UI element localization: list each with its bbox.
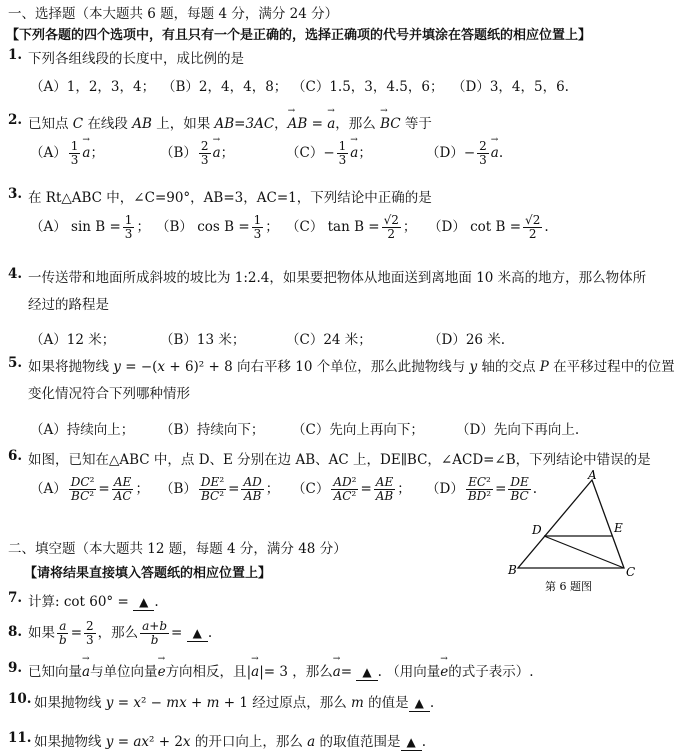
q3-option-d: （D） cot B = $\frac{√2}{2}$ . [428,213,549,241]
q4-option-c: （C）24 米； [286,332,372,348]
section1-header: 一、选择题（本大题共 6 题，每题 4 分，满分 24 分） [8,6,339,22]
q3-number: 3. [8,186,23,202]
q10-number: 10. [8,691,32,707]
q3-stem: 在 Rt△ABC 中，∠C=90°，AB=3，AC=1，下列结论中正确的是 [28,190,432,206]
q9-number: 9. [8,660,23,676]
q7-stem: 计算: cot 60° = ▲ . [28,594,159,610]
q3-option-c: （C） tan B = $\frac{√2}{2}$ ； [286,213,417,241]
q9-answer-blank[interactable]: ▲ [356,664,377,681]
q10-stem: 如果抛物线 y = x² − mx + m + 1 经过原点，那么 m 的值是 ▲ . [34,695,435,711]
q2-option-b: （B） $\frac{2}{3}$ → a； [160,140,234,167]
q1-stem: 下列各组线段的长度中，成比例的是 [28,51,244,67]
q1-option-d: （D）3，4，5，6. [452,79,569,95]
q2-option-a: （A） $\frac{1}{3}$ → a； [30,140,104,167]
q4-option-a: （A）12 米； [30,332,116,348]
q2-option-c: （C）− $\frac{1}{3}$ → a； [286,140,372,167]
q11-answer-blank[interactable]: ▲ [401,734,422,751]
q1-option-c: （C）1.5，3，4.5，6； [292,79,444,95]
q4-option-d: （D）26 米. [428,332,506,348]
q6-option-b: （B） $\frac{\text{DE²}}{\text{BC²}}$ = $\frac{AD}{AB}$ ； [160,475,280,503]
q1-option-a: （A）1，2，3，4； [30,79,156,95]
q7-number: 7. [8,590,23,606]
q6-option-c: （C） $\frac{\text{AD²}}{\text{AC²}}$ = $\frac{AE}{AB}$ ； [292,475,411,503]
q11-stem: 如果抛物线 y = ax² + 2x 的开口向上，那么 a 的取值范围是 ▲ . [34,734,427,750]
label-a: A [588,468,597,482]
q5-option-d: （D）先向下再向上. [456,422,580,438]
q5-stem-line1: 如果将抛物线 y = −(x + 6)² + 8 向右平移 10 个单位，那么此抛物线与 y 轴的交点 P 在平移过程中的位置 [28,359,675,375]
q5-option-b: （B）持续向下； [160,422,265,438]
q3-option-a: （A） sin B = $\frac{1}{3}$ ； [30,213,150,241]
q8-number: 8. [8,624,23,640]
label-b: B [508,563,517,577]
label-e: E [614,521,623,535]
q6-option-d: （D） $\frac{\text{EC²}}{\text{BD²}}$ = $\frac{DE}{BC}$ . [426,475,538,503]
q1-number: 1. [8,47,23,63]
q5-option-c: （C）先向上再向下； [292,422,424,438]
segment-dc [544,536,624,568]
figure-caption: 第 6 题图 [545,580,592,593]
section1-instruction: 【下列各题的四个选项中，有且只有一个是正确的，选择正确项的代号并填涂在答题纸的相应位置上】 [6,28,592,43]
q3-option-b: （B） cos B = $\frac{1}{3}$ ； [156,213,279,241]
q11-number: 11. [8,730,32,746]
q6-option-a: （A） $\frac{\text{DC²}}{\text{BC²}}$ = $\frac{AE}{AC}$ ； [30,475,150,503]
q10-answer-blank[interactable]: ▲ [409,695,430,712]
q9-stem: 已知向量→ a与单位向量→ e方向相反，且|→ a|= 3 ，那么→ a= ▲ . （用向量→ e的式子表示）. [28,660,534,681]
section2-header: 二、填空题（本大题共 12 题，每题 4 分，满分 48 分） [8,541,347,557]
q8-stem: 如果 $\frac{a}{b}$ = $\frac{2}{3}$ ，那么 $\frac{a+b}{b}$ = ▲ . [28,619,213,647]
q8-answer-blank[interactable]: ▲ [187,625,208,642]
q2-stem: 已知点 C 在线段 AB 上，如果 AB=3AC，→ AB = → a，那么 → BC 等于 [28,112,432,132]
q4-stem-line1: 一传送带和地面所成斜坡的坡比为 1:2.4，如果要把物体从地面送到离地面 10 米高的地方，那么物体所 [28,270,647,286]
q4-number: 4. [8,266,23,282]
q6-stem: 如图，已知在△ABC 中，点 D、E 分别在边 AB、AC 上，DE∥BC，∠ACD=∠B，下列结论中错误的是 [28,452,651,468]
label-c: C [626,565,636,579]
q2-option-d: （D）− $\frac{2}{3}$ → a. [426,140,503,167]
section2-instruction: 【请将结果直接填入答题纸的相应位置上】 [24,566,272,581]
q6-triangle-figure [500,470,640,600]
q2-number: 2. [8,112,23,128]
q4-option-b: （B）13 米； [160,332,246,348]
q5-number: 5. [8,355,23,371]
q1-option-b: （B）2，4，4，8； [162,79,288,95]
q6-number: 6. [8,448,23,464]
label-d: D [532,523,542,537]
q7-answer-blank[interactable]: ▲ [133,594,154,611]
q4-stem-line2: 经过的路程是 [28,297,109,313]
q5-option-a: （A）持续向上； [30,422,135,438]
q5-stem-line2: 变化情况符合下列哪种情形 [28,386,190,402]
